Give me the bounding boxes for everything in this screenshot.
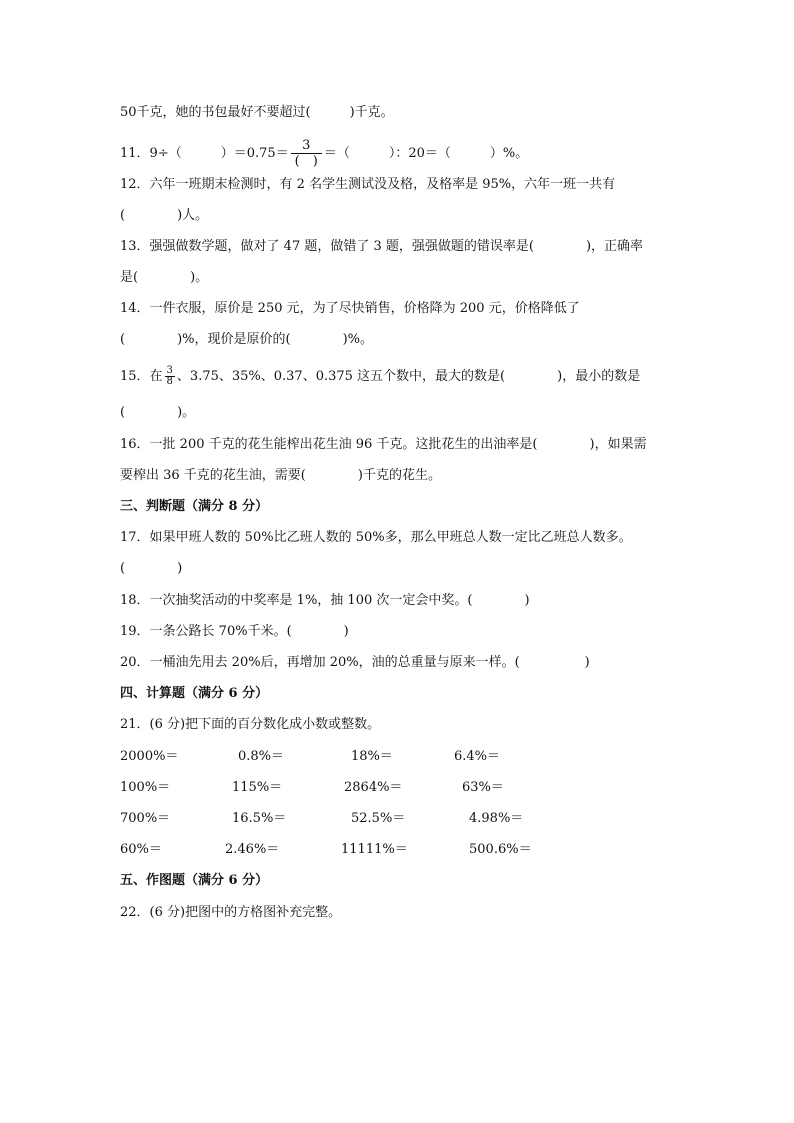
calc-item: 52.5%＝ bbox=[351, 811, 406, 826]
question-17-line-1: 17．如果甲班人数的 50%比乙班人数的 50%多，那么甲班总人数一定比乙班总人数多。 bbox=[120, 530, 632, 545]
question-19: 19．一条公路长 70%千米。( ) bbox=[120, 624, 349, 639]
question-18: 18．一次抽奖活动的中奖率是 1%，抽 100 次一定会中奖。( ) bbox=[120, 593, 530, 608]
calc-item: 63%＝ bbox=[462, 780, 504, 795]
calc-item: 100%＝ bbox=[120, 780, 171, 795]
section-3-heading: 三、判断题（满分 8 分） bbox=[120, 499, 269, 514]
question-10-continuation: 50千克，她的书包最好不要超过( )千克。 bbox=[120, 105, 394, 120]
calc-item: 2864%＝ bbox=[344, 780, 403, 795]
calc-item: 0.8%＝ bbox=[238, 749, 285, 764]
question-14-line-1: 14．一件衣服，原价是 250 元，为了尽快销售，价格降为 200 元，价格降低了 bbox=[120, 301, 580, 316]
fraction-numerator: 3 bbox=[302, 138, 311, 153]
fraction-denominator: 8 bbox=[166, 376, 173, 387]
calc-item: 18%＝ bbox=[351, 749, 393, 764]
question-15-line-2: ( )。 bbox=[120, 405, 196, 420]
calc-item: 4.98%＝ bbox=[469, 811, 524, 826]
question-22: 22．(6 分)把图中的方格图补充完整。 bbox=[120, 905, 342, 920]
calc-item: 2.46%＝ bbox=[225, 842, 280, 857]
question-11-part-b: ＝（ ）：20＝（ ）%。 bbox=[323, 146, 529, 161]
section-5-heading: 五、作图题（满分 6 分） bbox=[120, 873, 269, 888]
question-20: 20．一桶油先用去 20%后，再增加 20%，油的总重量与原来一样。( ) bbox=[120, 655, 590, 670]
question-17-line-2: ( ) bbox=[120, 561, 183, 576]
question-15-fraction bbox=[165, 366, 175, 387]
fraction-numerator: 3 bbox=[166, 365, 173, 376]
calc-item: 700%＝ bbox=[120, 811, 171, 826]
section-4-heading: 四、计算题（满分 6 分） bbox=[120, 686, 269, 701]
calc-item: 16.5%＝ bbox=[232, 811, 287, 826]
question-16-line-2: 要榨出 36 千克的花生油，需要( )千克的花生。 bbox=[120, 468, 441, 483]
question-11-fraction bbox=[291, 138, 322, 169]
calc-item: 2000%＝ bbox=[120, 749, 179, 764]
question-15-prefix: 15．在 bbox=[120, 369, 163, 384]
question-12-line-2: ( )人。 bbox=[120, 208, 209, 223]
fraction-denominator: ( ) bbox=[291, 153, 322, 169]
calc-item: 60%＝ bbox=[120, 842, 162, 857]
question-12-line-1: 12．六年一班期末检测时，有 2 名学生测试没及格，及格率是 95%，六年一班一共有 bbox=[120, 177, 616, 192]
question-13-line-2: 是( )。 bbox=[120, 270, 209, 285]
calc-item: 6.4%＝ bbox=[454, 749, 501, 764]
calc-item: 11111%＝ bbox=[341, 842, 408, 857]
question-15-suffix: 、3.75、35%、0.37、0.375 这五个数中，最大的数是( )，最小的数是 bbox=[176, 369, 641, 384]
question-11-part-a: 11．9÷（ ）＝0.75＝ bbox=[120, 146, 289, 161]
calc-item: 500.6%＝ bbox=[469, 842, 532, 857]
question-21: 21．(6 分)把下面的百分数化成小数或整数。 bbox=[120, 717, 381, 732]
calc-item: 115%＝ bbox=[232, 780, 283, 795]
question-15-line-1 bbox=[120, 366, 640, 387]
question-13-line-1: 13．强强做数学题，做对了 47 题，做错了 3 题，强强做题的错误率是( )，正确率 bbox=[120, 239, 644, 254]
question-14-line-2: ( )%，现价是原价的( )%。 bbox=[120, 332, 373, 347]
question-16-line-1: 16．一批 200 千克的花生能榨出花生油 96 千克。这批花生的出油率是( )，如果需 bbox=[120, 437, 647, 452]
question-11 bbox=[120, 138, 528, 169]
